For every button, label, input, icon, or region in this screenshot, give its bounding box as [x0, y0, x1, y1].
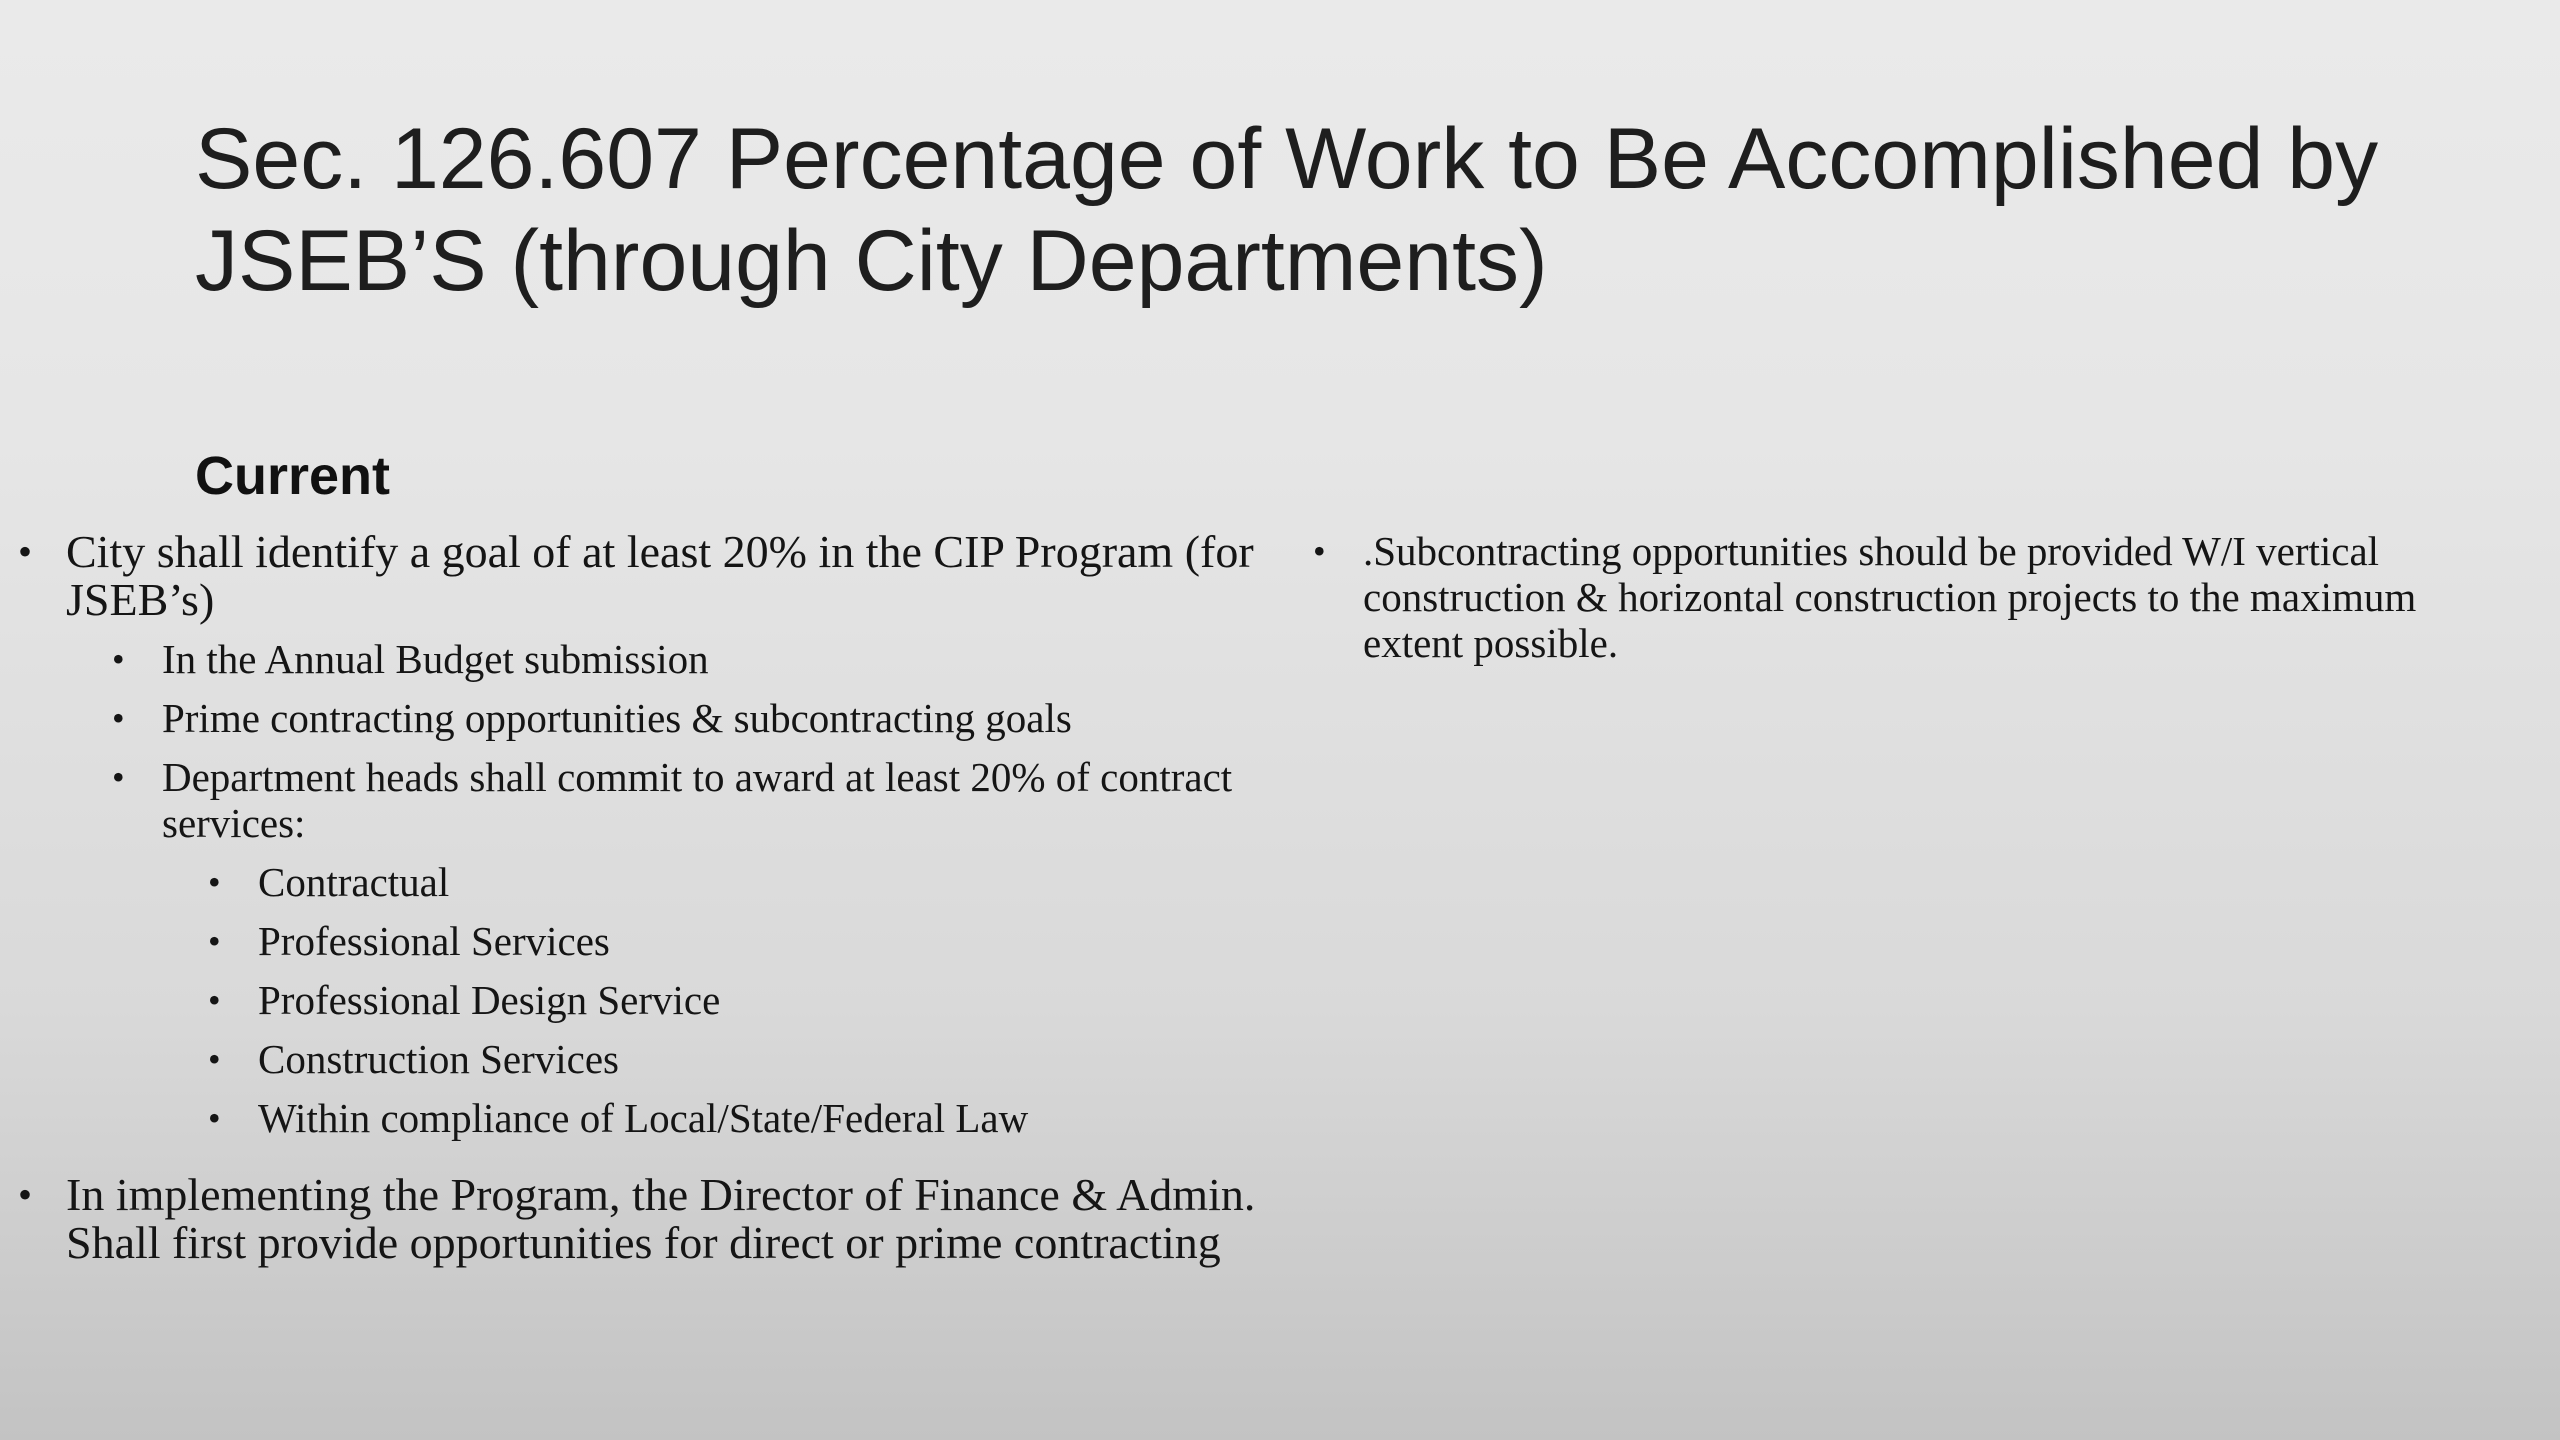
current-column [0, 528, 1270, 1267]
bullet-glyph: • [112, 698, 125, 738]
slide-title [195, 108, 2455, 312]
subcontracting-bullet-list [1305, 528, 2485, 666]
bullet-glyph: • [1313, 531, 1326, 571]
bullet-subcontracting-text: .Subcontracting opportunities should be provided W/I vertical construction & horizontal construction projects to the maximum extent possible. [1363, 528, 2417, 666]
subcontracting-column [1305, 528, 2485, 666]
bullet-glyph: • [18, 1172, 33, 1217]
service-item [66, 1036, 1270, 1082]
bullet-subcontracting [1305, 528, 2485, 666]
bullet-glyph: • [208, 980, 221, 1020]
bullet-glyph: • [208, 1098, 221, 1138]
service-item [66, 977, 1270, 1023]
bullet-glyph: • [112, 639, 125, 679]
bullet-glyph: • [208, 921, 221, 961]
sub-bullet-department-heads-text: Department heads shall commit to award at least 20% of contract services: [162, 754, 1233, 846]
current-bullet-list [0, 528, 1270, 1267]
sub-bullet-prime-contracting [66, 695, 1270, 741]
service-item-text: Contractual [258, 859, 450, 905]
service-item-text: Within compliance of Local/State/Federal Law [258, 1095, 1029, 1141]
bullet-glyph: • [18, 529, 33, 574]
service-item-text: Professional Design Service [258, 977, 721, 1023]
sub-bullet-annual-budget [66, 636, 1270, 682]
sub-bullet-annual-budget-text: In the Annual Budget submission [162, 636, 709, 682]
service-item [66, 859, 1270, 905]
service-item [66, 1095, 1270, 1141]
bullet-cip-goal-text: City shall identify a goal of at least 20% in the CIP Program (for JSEB’s) [66, 526, 1254, 625]
current-heading: Current [195, 446, 391, 506]
bullet-glyph: • [208, 862, 221, 902]
slide-title-line-1: Sec. 126.607 Percentage of Work to Be Accomplished by [195, 111, 2379, 207]
slide-title-line-2: JSEB’S (through City Departments) [195, 213, 1548, 309]
service-item-text: Construction Services [258, 1036, 619, 1082]
service-item-text: Professional Services [258, 918, 610, 964]
sub-bullet-department-heads [66, 754, 1270, 1141]
bullet-director-finance [0, 1171, 1270, 1267]
bullet-director-finance-text: In implementing the Program, the Director of Finance & Admin. Shall first provide opportunities for direct or prime contracting [66, 1169, 1256, 1268]
service-item [66, 918, 1270, 964]
sub-bullet-prime-contracting-text: Prime contracting opportunities & subcontracting goals [162, 695, 1072, 741]
contract-services-list [66, 859, 1270, 1141]
bullet-glyph: • [112, 757, 125, 797]
bullet-glyph: • [208, 1039, 221, 1079]
cip-goal-sub-list [66, 636, 1270, 1141]
bullet-cip-goal [0, 528, 1270, 1141]
